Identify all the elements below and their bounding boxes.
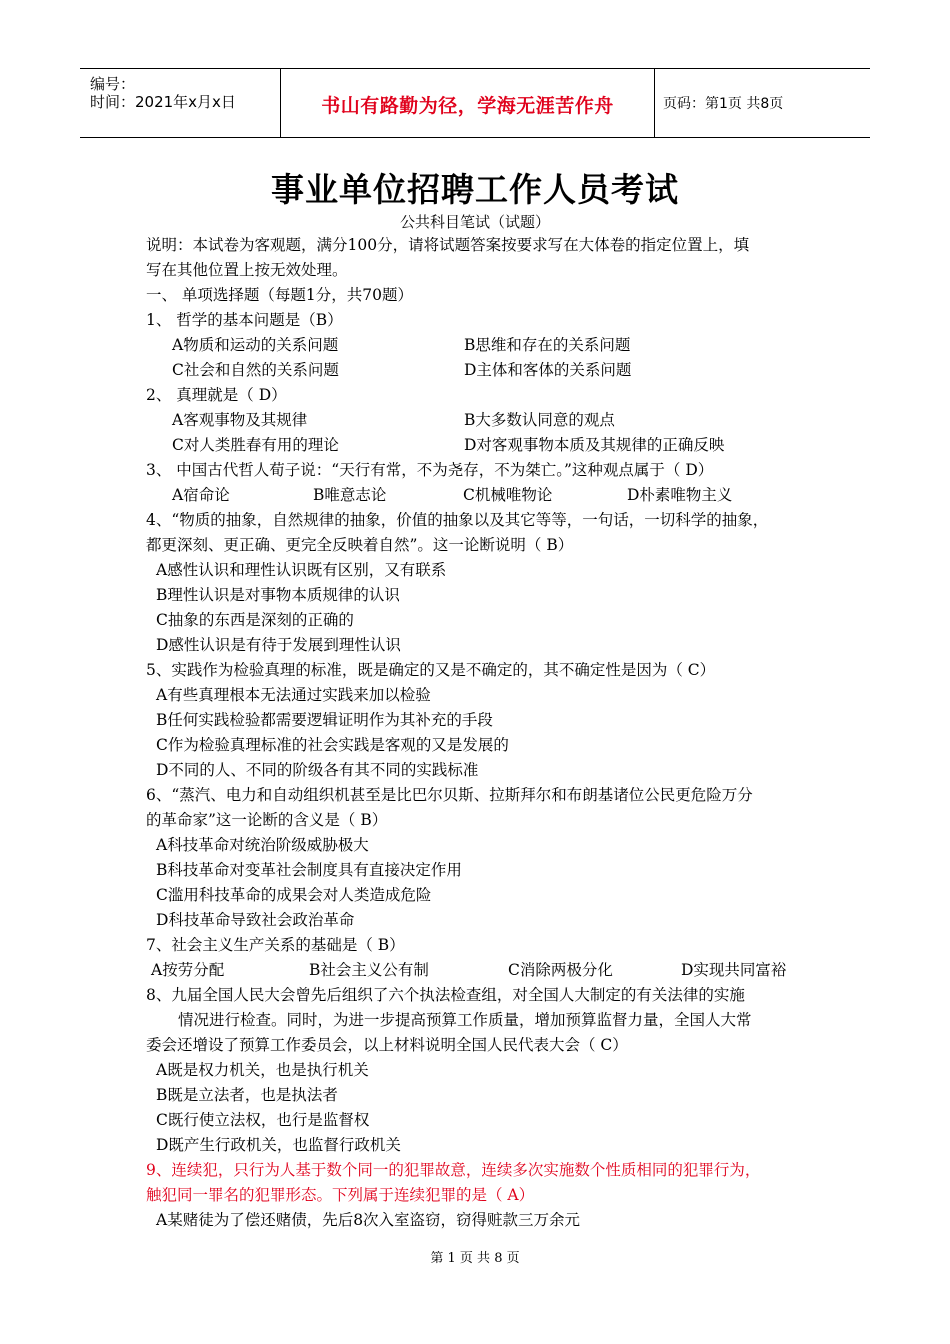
question-8-option-c: C既行使立法权，也行是监督权 — [156, 1111, 370, 1129]
document-title: 事业单位招聘工作人员考试 — [271, 170, 679, 209]
question-5-option-a: A有些真理根本无法通过实践来加以检验 — [156, 686, 431, 704]
motto: 书山有路勤为径，学海无涯苦作舟 — [321, 95, 614, 117]
question-2-option-a: A客观事物及其规律 — [172, 411, 308, 429]
question-4-option-c: C抽象的东西是深刻的正确的 — [156, 611, 354, 629]
section-heading: 一、 单项选择题（每题1分，共70题） — [146, 286, 414, 304]
instructions-line-1: 说明：本试卷为客观题，满分100分，请将试题答案按要求写在大体卷的指定位置上，填 — [146, 236, 750, 254]
question-4-option-d: D感性认识是有待于发展到理性认识 — [156, 636, 401, 654]
instructions-line-2: 写在其他位置上按无效处理。 — [146, 261, 348, 279]
page-header — [80, 68, 870, 138]
question-3-option-b: B唯意志论 — [313, 486, 387, 504]
question-8-option-a: A既是权力机关，也是执行机关 — [156, 1061, 369, 1079]
question-1-stem: 1、 哲学的基本问题是（B） — [146, 311, 343, 329]
question-9-stem-line-2: 触犯同一罪名的犯罪形态。下列属于连续犯罪的是（ A） — [146, 1186, 535, 1204]
question-8-stem-line-1: 8、九届全国人民大会曾先后组织了六个执法检查组，对全国人大制定的有关法律的实施 — [146, 986, 745, 1004]
question-6-option-b: B科技革命对变革社会制度具有直接决定作用 — [156, 861, 462, 879]
question-6-option-a: A科技革命对统治阶级威胁极大 — [156, 836, 369, 854]
number-label: 编号： — [90, 75, 136, 93]
question-4-option-b: B理性认识是对事物本质规律的认识 — [156, 586, 400, 604]
document-subtitle: 公共科目笔试（试题） — [399, 213, 550, 231]
question-3-option-d: D朴素唯物主义 — [627, 486, 733, 504]
question-9-option-a: A某赌徒为了偿还赌债，先后8次入室盗窃，窃得赃款三万余元 — [156, 1211, 581, 1229]
page-info: 页码：第1页 共8页 — [663, 96, 784, 112]
page-footer: 第 1 页 共 8 页 — [430, 1251, 520, 1266]
question-1-option-b: B思维和存在的关系问题 — [464, 336, 631, 354]
question-6-option-d: D科技革命导致社会政治革命 — [156, 911, 355, 929]
question-8-option-d: D既产生行政机关，也监督行政机关 — [156, 1136, 401, 1154]
question-3-option-c: C机械唯物论 — [463, 486, 553, 504]
question-7-stem: 7、社会主义生产关系的基础是（ B） — [146, 936, 405, 954]
question-4-option-a: A感性认识和理性认识既有区别，又有联系 — [156, 561, 447, 579]
header-page-cell — [653, 69, 870, 137]
question-7-option-d: D实现共同富裕 — [681, 961, 787, 979]
time-label: 时间：2021年x月x日 — [90, 93, 236, 111]
header-meta — [80, 69, 280, 137]
question-4-stem-line-2: 都更深刻、更正确、更完全反映着自然”。这一论断说明（ B） — [146, 536, 574, 554]
question-1-option-c: C社会和自然的关系问题 — [172, 361, 339, 379]
question-2-option-c: C对人类胜春有用的理论 — [172, 436, 339, 454]
question-3-stem: 3、 中国古代哲人荀子说：“天行有常，不为尧存，不为桀亡。”这种观点属于（ D） — [146, 461, 714, 479]
question-7-option-c: C消除两极分化 — [508, 961, 613, 979]
question-6-option-c: C滥用科技革命的成果会对人类造成危险 — [156, 886, 432, 904]
question-6-stem-line-2: 的革命家”这一论断的含义是（ B） — [146, 811, 388, 829]
question-5-option-b: B任何实践检验都需要逻辑证明作为其补充的手段 — [156, 711, 493, 729]
question-8-option-b: B既是立法者，也是执法者 — [156, 1086, 338, 1104]
question-7-option-b: B社会主义公有制 — [309, 961, 429, 979]
question-7-option-a: A按劳分配 — [151, 961, 225, 979]
question-8-stem-line-2: 情况进行检查。同时，为进一步提高预算工作质量，增加预算监督力量，全国人大常 — [178, 1011, 752, 1029]
question-1-option-a: A物质和运动的关系问题 — [172, 336, 339, 354]
question-5-stem: 5、实践作为检验真理的标准，既是确定的又是不确定的，其不确定性是因为（ C） — [146, 661, 716, 679]
question-2-option-d: D对客观事物本质及其规律的正确反映 — [464, 436, 725, 454]
question-3-option-a: A宿命论 — [172, 486, 230, 504]
question-9-stem-line-1: 9、连续犯，只行为人基于数个同一的犯罪故意，连续多次实施数个性质相同的犯罪行为， — [146, 1161, 761, 1179]
question-8-stem-line-3: 委会还增设了预算工作委员会，以上材料说明全国人民代表大会（ C） — [146, 1036, 628, 1054]
question-2-option-b: B大多数认同意的观点 — [464, 411, 615, 429]
question-6-stem-line-1: 6、“蒸汽、电力和自动组织机甚至是比巴尔贝斯、拉斯拜尔和布朗基诸位公民更危险万分 — [146, 786, 753, 804]
header-motto-cell — [280, 69, 655, 137]
question-1-option-d: D主体和客体的关系问题 — [464, 361, 632, 379]
question-5-option-d: D不同的人、不同的阶级各有其不同的实践标准 — [156, 761, 479, 779]
question-2-stem: 2、 真理就是（ D） — [146, 386, 287, 404]
question-5-option-c: C作为检验真理标准的社会实践是客观的又是发展的 — [156, 736, 509, 754]
question-4-stem-line-1: 4、“物质的抽象，自然规律的抽象，价值的抽象以及其它等等，一句话，一切科学的抽象， — [146, 511, 769, 529]
